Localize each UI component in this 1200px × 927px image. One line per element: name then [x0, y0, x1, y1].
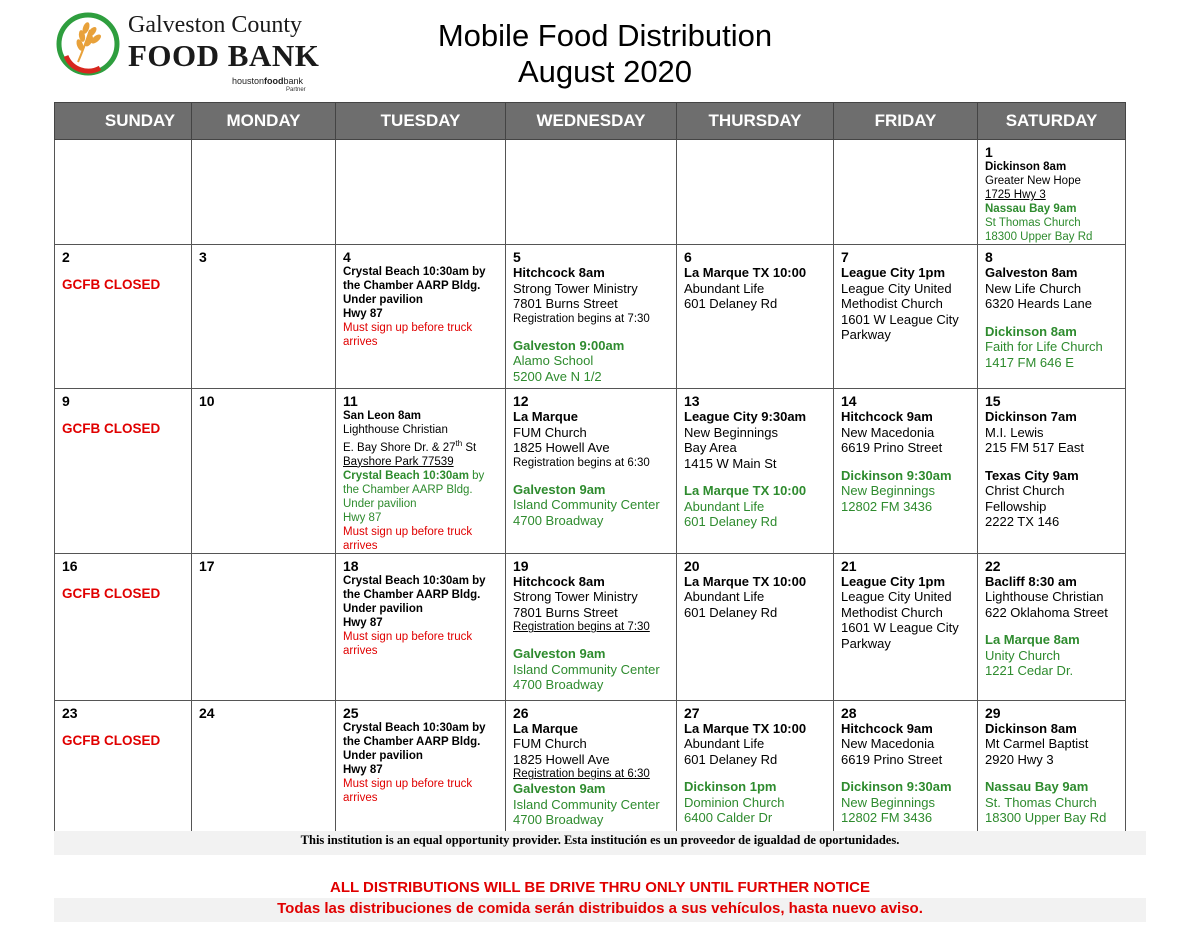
event-address: 4700 Broadway: [513, 677, 604, 693]
event-title: La Marque: [513, 720, 579, 736]
day-number: 4: [343, 249, 351, 265]
event-address: 6619 Prino Street: [841, 440, 943, 455]
event-location: Faith for Life Church: [985, 339, 1103, 354]
weekday-header-row: [55, 103, 1126, 140]
event-address: 1825 Howell Ave: [513, 440, 610, 455]
day-cell: [677, 553, 834, 700]
event-title: Dickinson 8am: [985, 720, 1077, 736]
event-address: 1417 FM 646 E: [985, 354, 1074, 370]
event-location: New Macedonia: [841, 736, 935, 752]
partner-logo: houstonfoodbank: [232, 76, 304, 86]
event-location: Lighthouse Christian: [343, 424, 448, 436]
page-title: Mobile Food Distribution: [437, 18, 773, 53]
day-cell: [506, 389, 677, 554]
day-number: 14: [841, 393, 857, 409]
event-title: Crystal Beach 10:30am by the Chamber AARP Bldg.: [343, 266, 486, 292]
page-subtitle: August 2020: [517, 54, 693, 89]
event-note: Registration begins at 7:30: [513, 621, 650, 634]
event-title: La Marque: [513, 409, 579, 424]
partner-label: Partner: [286, 87, 306, 93]
day-cell: [978, 245, 1126, 389]
day-cell: [978, 700, 1126, 837]
day-number: 13: [684, 393, 700, 409]
event-title: Galveston 9am: [513, 781, 606, 797]
event-address: 601 Delaney Rd: [684, 751, 778, 767]
day-cell: [336, 389, 506, 554]
event-title: Dickinson 1pm: [684, 779, 777, 795]
day-cell: [336, 245, 506, 389]
event-title: Galveston 9am: [513, 646, 606, 662]
day-number: 1: [985, 144, 993, 160]
day-number: 10: [199, 393, 215, 409]
event-address: 7801 Burns Street: [513, 604, 618, 620]
week-row: [55, 553, 1126, 700]
event-address: 5200 Ave N 1/2: [513, 368, 602, 384]
day-cell: [55, 553, 192, 700]
day-cell: [834, 700, 978, 837]
event-location: Abundant Life: [684, 589, 765, 605]
day-number: 18: [343, 557, 359, 574]
event-title: Dickinson 7am: [985, 409, 1077, 424]
event-title: Hitchcock 8am: [513, 265, 605, 280]
event-title: La Marque TX 10:00: [684, 483, 807, 498]
drive-thru-notice-en: ALL DISTRIBUTIONS WILL BE DRIVE THRU ONLY UNTIL FURTHER NOTICE: [329, 879, 870, 896]
day-cell: [55, 245, 192, 389]
wheat-logo-icon: [56, 12, 120, 76]
event-address: E. Bay Shore Dr. & 27th St: [343, 439, 477, 454]
day-number: 12: [513, 393, 529, 409]
event-note: Under pavilion: [343, 294, 423, 306]
event-address: 601 Delaney Rd: [684, 514, 778, 529]
event-location: Greater New Hope: [985, 175, 1081, 187]
event-location: New Beginnings: [841, 483, 935, 498]
event-address: 1601 W League City Parkway: [841, 620, 959, 651]
day-number: 25: [343, 704, 359, 721]
event-title: League City 1pm: [841, 573, 946, 589]
day-number: 15: [985, 393, 1001, 409]
empty-day-cell: [336, 140, 506, 245]
event-title: La Marque TX 10:00: [684, 720, 807, 736]
event-location: Bay Area: [684, 440, 737, 455]
day-number: 19: [513, 557, 529, 574]
event-location: Alamo School: [513, 353, 594, 368]
event-title: Texas City 9am: [985, 467, 1079, 483]
day-header: FRIDAY: [834, 103, 978, 140]
closed-notice: GCFB CLOSED: [62, 732, 161, 748]
event-address: 6400 Calder Dr: [684, 810, 773, 826]
event-location: St Thomas Church: [985, 217, 1081, 229]
event-warning: Must sign up before truck arrives: [343, 525, 473, 552]
day-cell: [506, 700, 677, 837]
event-note: Registration begins at 6:30: [513, 768, 650, 781]
day-cell: [336, 700, 506, 837]
day-number: 9: [62, 393, 70, 409]
event-location: League City United Methodist Church: [841, 280, 952, 311]
event-title: Hitchcock 9am: [841, 720, 933, 736]
event-title: Crystal Beach 10:30am by the Chamber AARP Bldg.: [343, 574, 486, 601]
event-address: 215 FM 517 East: [985, 440, 1084, 455]
event-title: League City 9:30am: [684, 409, 807, 424]
event-location: Abundant Life: [684, 736, 765, 752]
day-number: 3: [199, 249, 207, 265]
day-number: 7: [841, 249, 849, 265]
event-location: Island Community Center: [513, 796, 660, 812]
event-location: New Beginnings: [841, 794, 935, 810]
event-location: Abundant Life: [684, 280, 765, 296]
logo-line2: FOOD BANK: [128, 38, 320, 73]
closed-notice: GCFB CLOSED: [62, 421, 161, 436]
event-title: Nassau Bay 9am: [985, 779, 1089, 795]
event-title: Crystal Beach 10:30am by the Chamber AARP Bldg.: [343, 469, 485, 496]
event-address: 1725 Hwy 3: [985, 189, 1046, 201]
event-location: Lighthouse Christian: [985, 589, 1104, 605]
day-number: 24: [199, 704, 215, 721]
event-title: Dickinson 8am: [985, 323, 1077, 339]
event-title: Bacliff 8:30 am: [985, 573, 1077, 589]
event-title: Galveston 8am: [985, 265, 1078, 280]
day-cell: [506, 553, 677, 700]
event-note: Under pavilion: [343, 497, 417, 510]
day-header: WEDNESDAY: [506, 103, 677, 140]
day-header: MONDAY: [192, 103, 336, 140]
day-cell: [834, 245, 978, 389]
day-header: TUESDAY: [336, 103, 506, 140]
day-number: 11: [343, 393, 358, 409]
event-address: 622 Oklahoma Street: [985, 604, 1108, 620]
event-location: Unity Church: [985, 647, 1061, 663]
closed-notice: GCFB CLOSED: [62, 585, 161, 601]
week-row: [55, 700, 1126, 837]
week-row: [55, 245, 1126, 389]
day-header: SUNDAY: [55, 103, 192, 140]
day-number: 8: [985, 249, 993, 265]
day-cell: [336, 553, 506, 700]
event-address: 4700 Broadway: [513, 512, 604, 528]
empty-day-cell: [506, 140, 677, 245]
event-location: FUM Church: [513, 736, 587, 752]
event-title: Dickinson 9:30am: [841, 467, 952, 483]
event-address: Hwy 87: [343, 616, 383, 629]
day-number: 27: [684, 704, 700, 721]
week-row: [55, 389, 1126, 554]
event-address: Hwy 87: [343, 308, 383, 320]
day-number: 6: [684, 249, 692, 265]
logo-line1: Galveston County: [128, 12, 302, 38]
event-note: Under pavilion: [343, 749, 423, 762]
event-title: San Leon 8am: [343, 410, 421, 422]
day-cell: [834, 553, 978, 700]
event-location: League City United Methodist Church: [841, 589, 952, 620]
day-number: 2: [62, 249, 70, 265]
empty-day-cell: [55, 140, 192, 245]
day-cell: [834, 389, 978, 554]
day-cell: [55, 389, 192, 554]
event-address: Hwy 87: [343, 511, 382, 524]
event-address: 1415 W Main St: [684, 455, 777, 471]
event-title: La Marque 8am: [985, 632, 1080, 648]
event-title: Hitchcock 9am: [841, 409, 933, 424]
event-location: New Macedonia: [841, 424, 935, 440]
closed-notice: GCFB CLOSED: [62, 277, 161, 292]
event-address: 18300 Upper Bay Rd: [985, 810, 1107, 826]
day-number: 5: [513, 249, 521, 265]
event-title: Galveston 9:00am: [513, 337, 625, 353]
event-address: 1825 Howell Ave: [513, 751, 610, 767]
event-location: Christ Church Fellowship: [985, 483, 1065, 514]
event-address: 12802 FM 3436: [841, 810, 933, 826]
day-number: 22: [985, 557, 1001, 574]
event-title: Dickinson 8am: [985, 161, 1067, 173]
calendar-table: [54, 102, 1126, 838]
day-cell: [978, 553, 1126, 700]
day-number: 28: [841, 704, 857, 721]
event-location: New Beginnings: [684, 424, 778, 440]
event-location: FUM Church: [513, 424, 587, 440]
day-cell: [677, 245, 834, 389]
day-number: 23: [62, 704, 78, 721]
event-address: 12802 FM 3436: [841, 498, 933, 514]
event-warning: Must sign up before truck arrives: [343, 322, 473, 348]
day-cell: [192, 553, 336, 700]
event-address: 1601 W League City Parkway: [841, 311, 959, 342]
event-note: Under pavilion: [343, 602, 423, 615]
event-note: Registration begins at 7:30: [513, 312, 650, 325]
event-location: Strong Tower Ministry: [513, 280, 638, 296]
event-warning: Must sign up before truck arrives: [343, 630, 473, 657]
event-location: Island Community Center: [513, 497, 660, 512]
day-cell: [506, 245, 677, 389]
day-number: 26: [513, 704, 529, 721]
event-address: 6320 Heards Lane: [985, 296, 1092, 311]
food-bank-logo: [56, 10, 320, 94]
day-number: 20: [684, 557, 700, 574]
event-title: Crystal Beach 10:30am by the Chamber AARP Bldg.: [343, 721, 486, 748]
day-number: 21: [841, 557, 857, 574]
event-address: 601 Delaney Rd: [684, 604, 778, 620]
event-note: Registration begins at 6:30: [513, 456, 650, 469]
event-title: Hitchcock 8am: [513, 573, 605, 589]
event-location: Mt Carmel Baptist: [985, 736, 1089, 752]
day-number: 17: [199, 557, 215, 574]
event-address: 6619 Prino Street: [841, 751, 943, 767]
event-address: 2920 Hwy 3: [985, 751, 1054, 767]
day-header: THURSDAY: [677, 103, 834, 140]
event-location: New Life Church: [985, 280, 1082, 296]
event-address: 601 Delaney Rd: [684, 296, 778, 311]
event-title: Dickinson 9:30am: [841, 779, 952, 795]
empty-day-cell: [677, 140, 834, 245]
event-location: St. Thomas Church: [985, 794, 1097, 810]
event-title: La Marque TX 10:00: [684, 265, 807, 280]
empty-day-cell: [834, 140, 978, 245]
event-address: 4700 Broadway: [513, 812, 604, 828]
day-header: SATURDAY: [978, 103, 1126, 140]
event-address: 2222 TX 146: [985, 514, 1060, 529]
day-cell: [677, 389, 834, 554]
day-cell: [978, 389, 1126, 554]
day-cell: [192, 245, 336, 389]
day-cell: [677, 700, 834, 837]
event-location: Dominion Church: [684, 794, 785, 810]
event-address: Hwy 87: [343, 763, 383, 776]
equal-opportunity-statement: This institution is an equal opportunity provider. Esta institución es un proveedor de igualdad de oportunidades.: [54, 831, 1146, 855]
event-title: Nassau Bay 9am: [985, 203, 1077, 215]
event-address: 1221 Cedar Dr.: [985, 663, 1074, 679]
day-number: 29: [985, 704, 1001, 721]
event-location: Abundant Life: [684, 498, 765, 514]
event-location: Strong Tower Ministry: [513, 589, 638, 605]
empty-day-cell: [192, 140, 336, 245]
week-row: [55, 140, 1126, 245]
event-title: League City 1pm: [841, 265, 946, 280]
event-location: Island Community Center: [513, 661, 660, 677]
day-number: 16: [62, 557, 78, 574]
day-cell: [978, 140, 1126, 245]
drive-thru-notice-es: Todas las distribuciones de comida serán distribuidos a sus vehículos, hasta nuevo aviso.: [54, 898, 1146, 922]
day-cell: [192, 389, 336, 554]
event-address: 7801 Burns Street: [513, 296, 618, 311]
day-cell: [192, 700, 336, 837]
day-cell: [55, 700, 192, 837]
event-title: Galveston 9am: [513, 481, 606, 497]
event-address: 18300 Upper Bay Rd: [985, 231, 1093, 243]
event-warning: Must sign up before truck arrives: [343, 777, 473, 804]
event-location: M.I. Lewis: [985, 424, 1044, 440]
event-title: La Marque TX 10:00: [684, 573, 807, 589]
event-address: Bayshore Park 77539: [343, 455, 454, 468]
